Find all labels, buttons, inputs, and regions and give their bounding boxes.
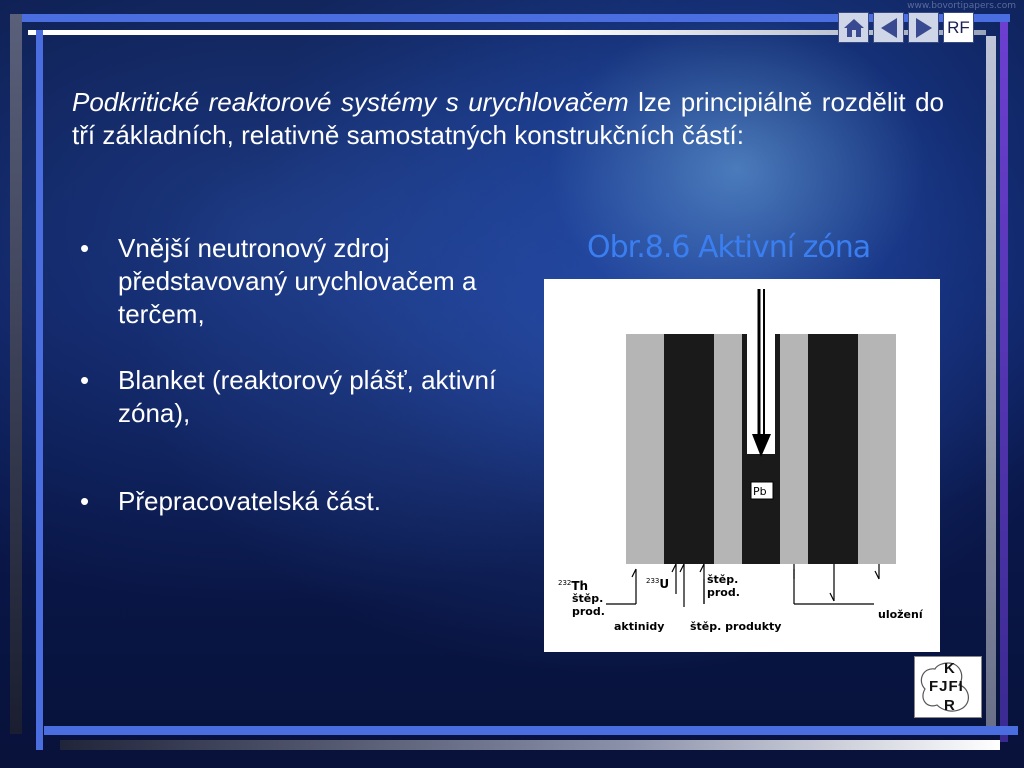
bullet-text: Blanket (reaktorový plášť, aktivní zóna),: [118, 365, 497, 428]
bullet-dot: •: [80, 233, 90, 263]
slide-navigation: [838, 12, 974, 43]
mid-products-label: štěp. prod.: [707, 573, 740, 599]
rf-label: RF: [947, 17, 970, 37]
frame-bottom-bar: [44, 726, 1018, 735]
frame-left-blue-bar: [36, 30, 43, 750]
th-isotope-label: [558, 577, 588, 593]
next-arrow-icon: [912, 16, 936, 40]
u-mass-number: 233: [646, 577, 660, 585]
ulozeni-label: uložení: [878, 608, 923, 621]
th-mass-number: 232: [558, 579, 572, 587]
prev-arrow-icon: [877, 16, 901, 40]
active-zone-figure: [544, 279, 940, 652]
stp-produkty-label: štěp. produkty: [690, 620, 782, 633]
previous-slide-button[interactable]: [873, 12, 904, 43]
watermark: www.bovortipapers.com: [907, 1, 1016, 11]
home-button[interactable]: [838, 12, 869, 43]
column-dark: [808, 334, 858, 564]
intro-rest: lze principiálně rozdělit do tří základních, relativně samostatných konstrukčních částí:: [72, 87, 945, 150]
kfjfi-logo: [914, 656, 982, 718]
u-isotope-label: [646, 575, 669, 591]
bullet-dot: •: [80, 365, 90, 395]
next-slide-button[interactable]: [908, 12, 939, 43]
th-symbol: Th: [571, 579, 589, 593]
bullet-text: Přepracovatelská část.: [118, 486, 382, 516]
logo-letter-k: K: [944, 660, 955, 677]
bullet-dot: •: [80, 486, 90, 516]
bullet-text: Vnější neutronový zdroj představovaný urychlovačem a terčem,: [118, 233, 477, 329]
bullet-list: [80, 232, 530, 518]
bullet-item: [80, 232, 530, 331]
intro-paragraph: [72, 86, 944, 152]
frame-bottom-line: [60, 740, 1000, 750]
th-products-label: štěp. prod.: [572, 592, 605, 618]
pb-label: Pb: [753, 485, 767, 498]
intro-emphasis: Podkritické reaktorové systémy s urychlovačem: [72, 87, 629, 117]
aktinidy-label: aktinidy: [614, 620, 665, 633]
column-dark: [664, 334, 714, 564]
u-symbol: U: [659, 577, 670, 591]
column-light: [858, 334, 896, 564]
logo-letter-fjfi: FJFI: [929, 678, 964, 695]
bullet-item: [80, 364, 530, 430]
logo-letter-r: R: [944, 697, 955, 714]
bullet-item: [80, 485, 530, 518]
column-light: [626, 334, 664, 564]
column-light: [714, 334, 742, 564]
figure-caption: Obr.8.6 Aktivní zóna: [587, 230, 871, 265]
frame-right-grey-bar: [986, 36, 996, 726]
rf-button[interactable]: [943, 12, 974, 43]
column-light: [780, 334, 808, 564]
home-icon: [842, 17, 866, 39]
frame-left-bar: [10, 14, 22, 734]
frame-right-purple-bar: [1000, 22, 1008, 742]
